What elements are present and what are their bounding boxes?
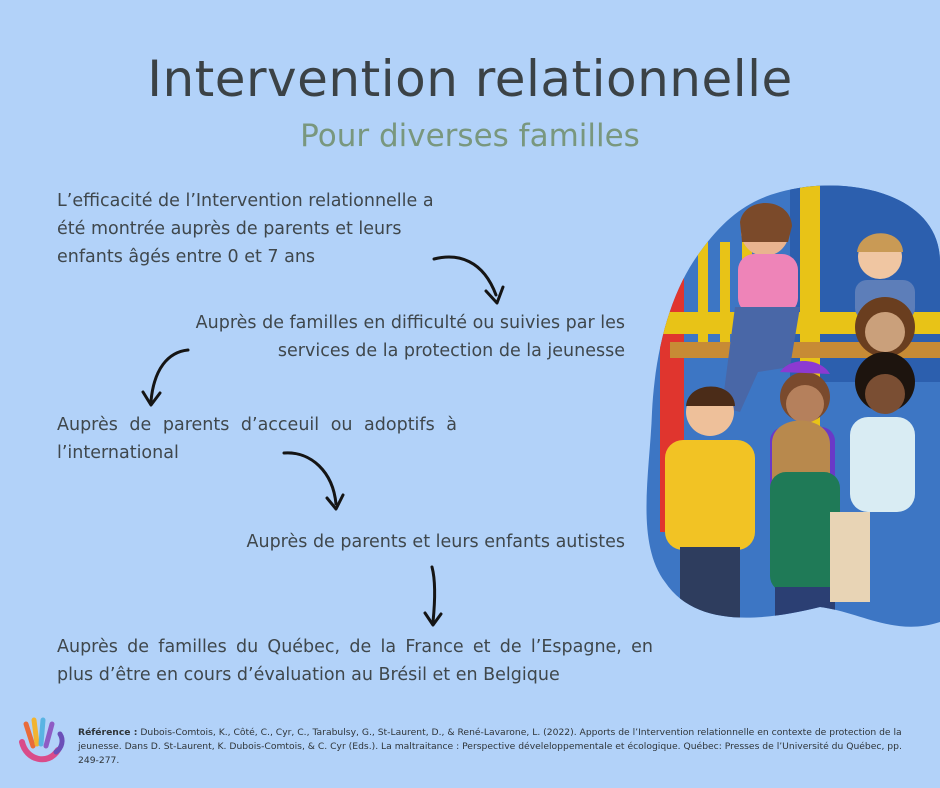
curved-arrow-icon xyxy=(138,343,198,413)
reference-label: Référence : xyxy=(78,727,138,738)
paragraph-youth-protection: Auprès de familles en difficulté ou suivies par les services de la protection de la jeunesse xyxy=(195,313,625,361)
paragraph-age-range: L’efficacité de l’Intervention relationnelle a été montrée auprès de parents et leurs enfants âgés entre 0 et 7 ans xyxy=(57,191,434,267)
paragraph-adoptive-parents: Auprès de parents d’acceuil ou adoptifs à l’international xyxy=(57,415,457,463)
curved-arrow-icon xyxy=(420,562,450,630)
paragraph-countries: Auprès de familles du Québec, de la France et de l’Espagne, en plus d’être en cours d’évaluation au Brésil et en Belgique xyxy=(57,637,653,685)
reference-citation xyxy=(78,726,908,768)
paragraph-autism: Auprès de parents et leurs enfants autistes xyxy=(246,532,625,552)
curved-arrow-icon xyxy=(428,250,508,310)
page-subtitle: Pour diverses familles xyxy=(300,118,640,154)
reference-text: Dubois-Comtois, K., Côté, C., Cyr, C., Tarabulsy, G., St-Laurent, D., & René-Lavarone, L. (2022). Apports de l’Intervention relationnelle en contexte de protection de la jeunesse. Dans D. St-Laurent, K. Dubois-Comtois, & C. Cyr (Eds.). La maltraitance : Perspective déveleloppementale et écologique. Québec: Presses de l’Université du Québec, pp. 249-277. xyxy=(78,727,902,766)
curved-arrow-icon xyxy=(278,444,353,516)
hands-logo-icon xyxy=(16,716,68,768)
page-title: Intervention relationnelle xyxy=(147,50,793,108)
children-photo xyxy=(640,182,940,627)
